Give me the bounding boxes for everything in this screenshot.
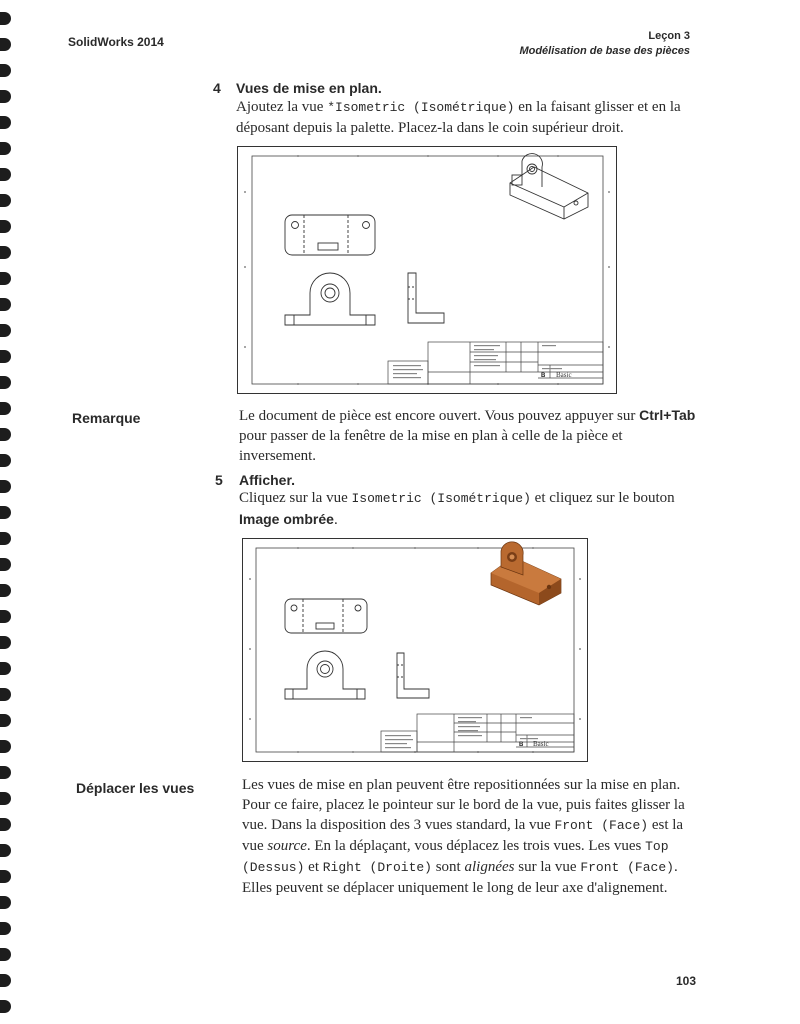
- lesson-number: Leçon 3: [648, 30, 690, 42]
- step-5-number: 5: [215, 472, 223, 488]
- drawing-sheet-1-svg: [238, 147, 616, 393]
- isometric-view: [510, 154, 588, 219]
- spiral-binding: [0, 0, 14, 1024]
- sheet-size-label-2: B: [519, 742, 524, 748]
- right-view-2: [397, 653, 429, 698]
- step-5-text: Cliquez sur la vue Isometric (Isométrique) et cliquez sur le bouton Image ombrée.: [239, 490, 675, 528]
- drawing-sheet-2-svg: [243, 539, 587, 761]
- deplacer-vues-label: Déplacer les vues: [76, 780, 195, 796]
- step-4-title: Vues de mise en plan.: [236, 80, 382, 96]
- remarque-text: Le document de pièce est encore ouvert. Vous pouvez appuyer sur Ctrl+Tab pour passer de la fenêtre de la mise en plan à celle de la pièce et inversement.: [239, 407, 696, 464]
- lesson-title: Modélisation de base des pièces: [519, 45, 690, 57]
- remarque-label: Remarque: [72, 410, 141, 426]
- front-view: [285, 273, 375, 325]
- sheet-size-label: B: [541, 373, 546, 379]
- isometric-view-name: *Isometric (Isométrique): [327, 100, 515, 115]
- top-view-2: [285, 599, 367, 633]
- step-4-number: 4: [213, 80, 221, 96]
- drawing-sheet-figure-2: [242, 538, 588, 762]
- deplacer-vues-text: Les vues de mise en plan peuvent être repositionnées sur la mise en plan. Pour ce faire, placez le pointeur sur le bord de la vue, puis faites glisser la vue. Dans la disposition des 3 vues standard, la vue Front (Face) est la vue source. En la déplaçant, vous déplacez les trois vues. Les vues Top (Dessus) et Right (Droite) sont alignées sur la vue Front (Face). Elles peuvent se déplacer uniquement le long de leur axe d'alignement.: [242, 777, 685, 896]
- isometric-view-name-2: Isometric (Isométrique): [351, 491, 531, 506]
- step-4-text: Ajoutez la vue *Isometric (Isométrique) en la faisant glisser et en la déposant depuis la palette. Placez-la dans le coin supérieur droit.: [236, 99, 681, 136]
- top-view: [285, 215, 375, 255]
- title-block-name: Basic: [556, 371, 572, 379]
- page-number: 103: [676, 974, 697, 988]
- right-view: [408, 273, 444, 323]
- ctrl-tab-shortcut: Ctrl+Tab: [639, 407, 696, 423]
- title-block-name-2: Basic: [533, 740, 549, 748]
- drawing-sheet-figure-1: [237, 146, 617, 394]
- shaded-isometric-view: [491, 542, 561, 605]
- front-view-2: [285, 651, 365, 699]
- book-title: SolidWorks 2014: [68, 35, 164, 49]
- step-5-title: Afficher.: [239, 472, 296, 488]
- shaded-image-button-name: Image ombrée: [239, 511, 334, 527]
- chapter-header: [519, 29, 690, 59]
